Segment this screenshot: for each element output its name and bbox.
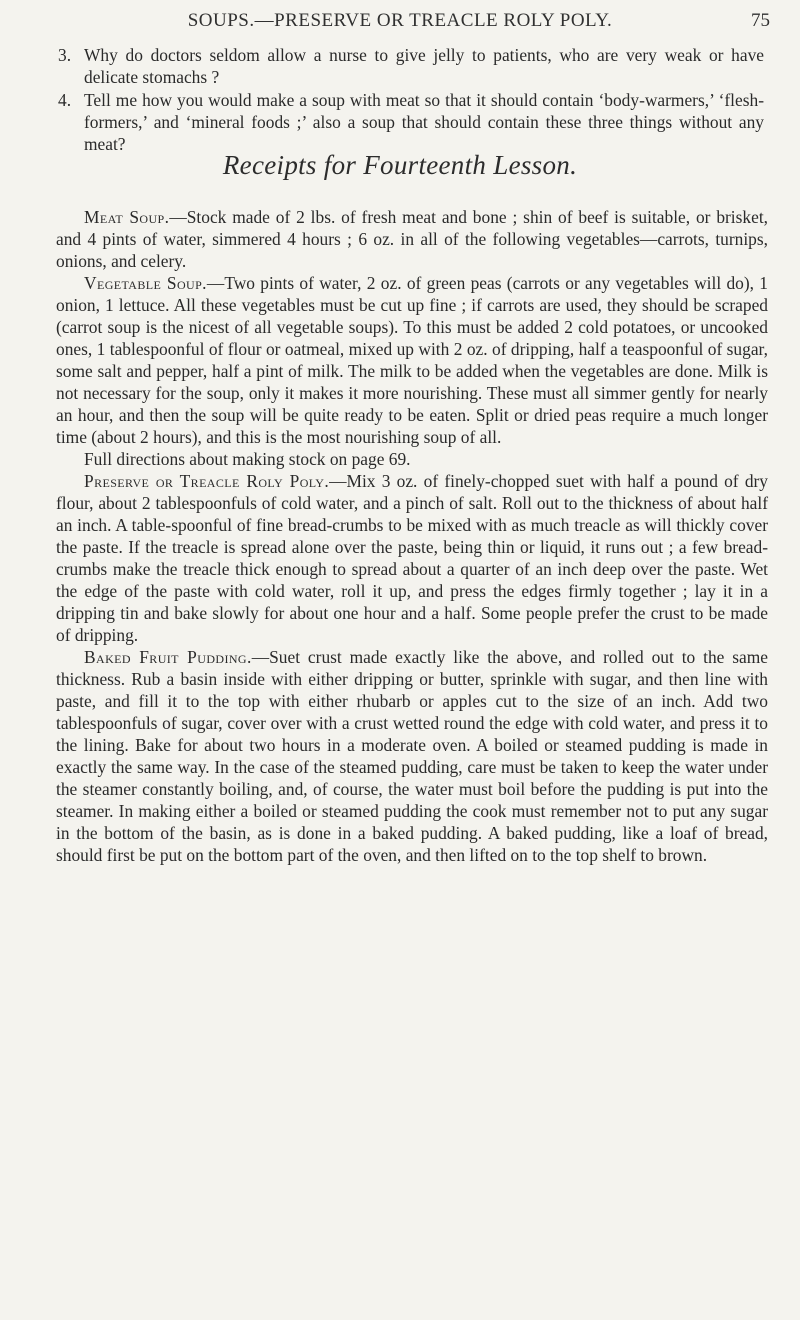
recipe-body: —Mix 3 oz. of finely-chopped suet with half a pound of dry flour, about 2 tablespoonfuls of cold water, and a pinch of salt. Roll out to the thickness of about half an inch. A table-spoonful of fine bread-crumbs to be mixed with as much treacle as will thickly cover the paste. If the treacle is spread alone over the paste, being thin or liquid, it runs out ; a few bread-crumbs make the treacle thick enough to spread about a quarter of an inch deep over the paste. Wet the edge of the paste with cold water, roll it up, and press the edges firmly together ; lay it in a dripping tin and bake slowly for about one hour and a half. Some people prefer the crust to be made of dripping. [56, 471, 768, 645]
recipe-vegetable-soup [56, 272, 768, 448]
recipe-title: Vegetable Soup. [84, 273, 207, 293]
recipe-list [56, 206, 768, 866]
question-text: Why do doctors seldom allow a nurse to give jelly to patients, who are very weak or have delicate stomachs ? [84, 45, 764, 87]
recipe-body: —Stock made of 2 lbs. of fresh meat and bone ; shin of beef is suitable, or brisket, and 4 pints of water, simmered 4 hours ; 6 oz. in all of the following vegetables—carrots, turnips, onions, and celery. [56, 207, 768, 271]
recipe-meat-soup [56, 206, 768, 272]
question-item [46, 89, 764, 155]
recipe-title: Baked Fruit Pudding. [84, 647, 252, 667]
question-number: 4. [58, 90, 72, 110]
running-head [0, 6, 800, 36]
recipe-baked-fruit-pudding [56, 646, 768, 866]
recipe-body: —Suet crust made exactly like the above, and rolled out to the same thickness. Rub a basin inside with either dripping or butter, sprinkle with sugar, and then line with paste, and fill it to the top with either rhubarb or apples cut to the size of an inch. Add two tablespoonfuls of sugar, cover over with a crust wetted round the edge with cold water, and press it to the lining. Bake for about two hours in a moderate oven. A boiled or steamed pudding is made in exactly the same way. In the case of the steamed pudding, care must be taken to keep the water under the steamer constantly boiling, and, of course, the water must boil before the pudding is put into the steamer. In making either a boiled or steamed pudding the cook must remember not to put any sugar in the bottom of the basin, as is done in a baked pudding. A baked pudding, like a loaf of bread, should first be put on the bottom part of the oven, and then lifted on to the top shelf to brown. [56, 647, 768, 865]
question-list [46, 44, 764, 156]
page-number: 75 [751, 10, 770, 31]
section-heading: Receipts for Fourteenth Lesson. [222, 150, 578, 180]
question-item [46, 44, 764, 88]
running-title: SOUPS.—PRESERVE OR TREACLE ROLY POLY. [187, 10, 613, 31]
recipe-body: —Two pints of water, 2 oz. of green peas (carrots or any vegetables will do), 1 onion, 1 lettuce. All these vegetables must be cut up fine ; if carrots are used, they should be scraped (carrot soup is the nicest of all vegetable soups). To this must be added 2 cold potatoes, or uncooked ones, 1 tablespoonful of flour or oatmeal, mixed up with 2 oz. of dripping, half a teaspoonful of sugar, some salt and pepper, half a pint of milk. The milk to be added when the vegetables are done. Milk is not necessary for the soup, only it makes it more nourishing. These must all simmer gently for nearly an hour, and then the soup will be quite ready to be eaten. Split or dried peas require a much longer time (about 2 hours), and this is the most nourishing soup of all. [56, 273, 768, 447]
recipe-note [56, 448, 768, 470]
recipe-roly-poly [56, 470, 768, 646]
question-number: 3. [58, 45, 72, 65]
recipe-title: Meat Soup. [84, 207, 170, 227]
recipe-note-text: Full directions about making stock on page 69. [84, 449, 411, 469]
question-text: Tell me how you would make a soup with meat so that it should contain ‘body-warmers,’ ‘flesh-formers,’ and ‘mineral foods ;’ also a soup that should contain these three things without any meat? [84, 90, 764, 154]
recipe-title: Preserve or Treacle Roly Poly. [84, 471, 330, 491]
